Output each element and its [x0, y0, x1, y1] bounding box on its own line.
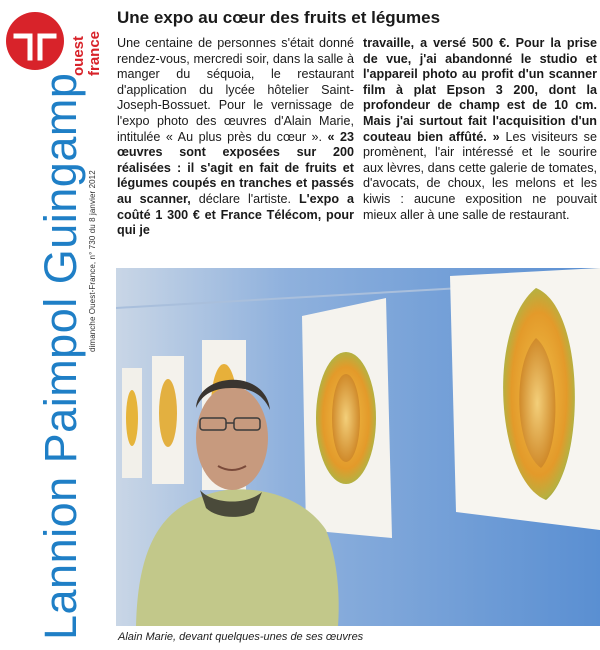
quote-run: L'expo a coûté 1 300 € et France Télécom, pour qui je: [117, 191, 354, 238]
article-column-left: [117, 36, 354, 239]
cities-banner: Lannion Paimpol Guingamp: [35, 72, 86, 640]
article-title: Une expo au cœur des fruits et légumes: [117, 8, 441, 27]
text-run: Une centaine de personnes s'était donné rendez-vous, mercredi soir, dans la salle à manger du séquoia, le restaurant d'application du lycée hôtelier Saint-Joseph-Bossuet. Pour le vernissage de l'expo photo des œuvres d'Alain Marie, intitulée « Au plus près du cœur ».: [117, 36, 354, 144]
paragraph: [117, 36, 354, 239]
quote-run: « 23 œuvres sont exposées sur 200 réalisées : il s'agit en fait de fruits et légumes coupés en tranches et passés au scanner,: [117, 129, 354, 206]
quote-run: travaille, a versé 500 €. Pour la prise de vue, j'ai abandonné le studio et l'appareil photo au profit d'un scanner film à plat Epson 3 200, dont la profondeur de champ est de 10 cm. Mais j'ai surtout fait l'acquisition d'un couteau bien affûté. »: [363, 36, 597, 144]
exhibition-photo: [116, 268, 600, 626]
brand-line-france: france: [86, 30, 103, 76]
photo-caption: Alain Marie, devant quelques-unes de ses œuvres: [118, 631, 364, 643]
edition-line: dimanche Ouest-France, n° 730 du 8 janvier 2012: [88, 170, 97, 352]
ouest-france-logo-icon: [4, 10, 66, 72]
article-column-right: [363, 36, 597, 223]
brand-line-ouest: ouest: [70, 35, 87, 76]
text-run: Les visiteurs se promènent, l'air intéressé et le sourire aux lèvres, dans cette galerie de tomates, d'avocats, de choux, les melons et les kiwis : aucune exposition ne pouvait mieux aller à une salle de restaurant.: [363, 129, 597, 222]
text-run: déclare l'artiste.: [190, 191, 299, 206]
sidebar: [0, 0, 112, 650]
paragraph: [363, 36, 597, 223]
